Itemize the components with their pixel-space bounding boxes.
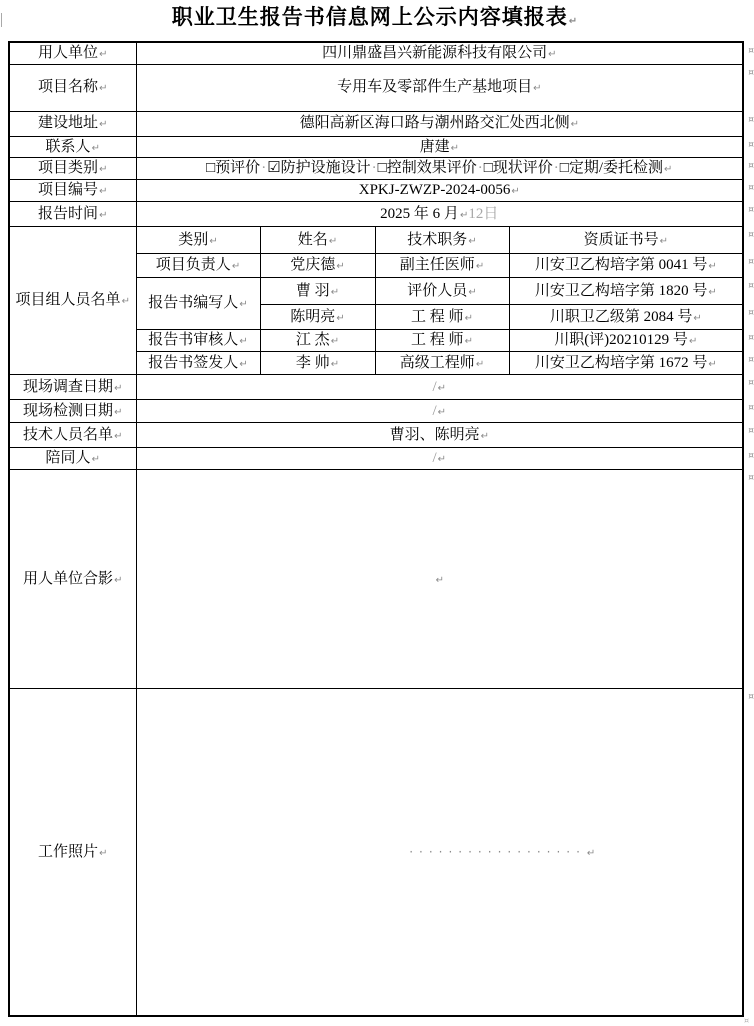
row-contact — [9, 136, 743, 157]
paragraph-mark: ↵ — [708, 261, 717, 273]
team-reviewer-category-cell — [136, 329, 260, 351]
row-end-mark: ¤ — [748, 204, 754, 215]
report-time-value: 2025 年 6 月 — [380, 205, 459, 222]
paragraph-mark: ↵ — [437, 382, 447, 394]
paragraph-mark: ↵ — [114, 574, 123, 586]
paragraph-mark: ↵ — [570, 119, 579, 131]
report-time-label-cell — [9, 201, 136, 226]
paragraph-mark: ↵ — [99, 209, 108, 221]
paragraph-mark: ↵ — [568, 16, 579, 27]
page-title — [0, 2, 750, 38]
checkbox-option-pre-evaluation[interactable]: □预评价 — [206, 160, 261, 177]
project-name-label: 项目名称 — [38, 79, 99, 96]
team-header-title-text: 技术职务 — [407, 231, 468, 248]
row-project-name — [9, 64, 743, 111]
space-dot-mark: · — [371, 160, 377, 177]
team-header-cert — [509, 226, 754, 253]
address-label-cell — [9, 111, 136, 136]
category-label-cell — [9, 157, 136, 179]
project-name-value: 专用车及零部件生产基地项目 — [337, 79, 533, 96]
paragraph-mark: ↵ — [239, 358, 248, 370]
team-reviewer-name: 江 杰 — [295, 332, 330, 349]
employer-value-cell — [136, 42, 754, 64]
row-end-mark: ¤ — [748, 160, 754, 171]
group-photo-label-cell — [9, 469, 136, 688]
category-value-cell — [136, 157, 754, 179]
report-time-day-field[interactable]: 12日 — [468, 205, 499, 222]
paragraph-mark: ↵ — [99, 119, 108, 131]
accompany-label-cell — [9, 447, 136, 469]
team-reviewer-name-cell — [260, 329, 375, 351]
paragraph-mark: ↵ — [336, 312, 345, 324]
team-leader-category-cell — [136, 253, 260, 277]
team-writer1-name-cell — [260, 277, 375, 304]
test-date-value-cell — [136, 399, 754, 422]
team-header-name-text: 姓名 — [297, 231, 328, 248]
paragraph-mark: ↵ — [475, 358, 485, 370]
team-header-name — [260, 226, 375, 253]
row-test-date — [9, 399, 743, 422]
employer-label-cell — [9, 42, 136, 64]
row-end-mark: ¤ — [748, 67, 754, 78]
row-end-mark: ¤ — [748, 256, 754, 267]
paragraph-mark: ↵ — [475, 261, 485, 273]
paragraph-mark: ↵ — [99, 83, 108, 95]
checkbox-option-protective-design[interactable]: ☑防护设施设计 — [267, 160, 371, 177]
row-end-mark: ¤ — [748, 354, 754, 365]
paragraph-mark: ↵ — [239, 336, 248, 348]
team-leader-category: 项目负责人 — [155, 257, 231, 274]
paragraph-mark: ↵ — [548, 49, 557, 61]
form-table — [8, 41, 754, 1017]
survey-date-label-cell — [9, 374, 136, 399]
work-photo-label-cell — [9, 688, 136, 1016]
team-issuer-name: 李 帅 — [295, 354, 330, 371]
team-leader-name-cell — [260, 253, 375, 277]
project-name-label-cell — [9, 64, 136, 111]
table-end-mark: ¤ — [744, 1016, 750, 1025]
paragraph-mark: ↵ — [468, 235, 477, 247]
team-leader-title-cell — [375, 253, 509, 277]
project-name-value-cell — [136, 64, 754, 111]
paragraph-mark: ↵ — [664, 164, 673, 176]
project-no-value: XPKJ-ZWZP-2024-0056 — [358, 182, 511, 199]
team-writer2-title-cell — [375, 304, 509, 329]
paragraph-mark: ↵ — [336, 261, 345, 273]
row-end-mark: ¤ — [748, 114, 754, 125]
paragraph-mark: ↵ — [688, 336, 698, 348]
team-issuer-title-cell — [375, 351, 509, 374]
paragraph-mark: ↵ — [239, 299, 248, 311]
survey-date-label: 现场调查日期 — [23, 378, 114, 395]
team-writer1-title-cell — [375, 277, 509, 304]
project-no-label: 项目编号 — [38, 182, 99, 199]
row-tech-staff — [9, 422, 743, 447]
paragraph-mark: ↵ — [114, 430, 123, 442]
row-end-mark: ¤ — [748, 450, 754, 461]
employer-value: 四川鼎盛昌兴新能源科技有限公司 — [322, 45, 548, 62]
contact-label-cell — [9, 136, 136, 157]
paragraph-mark: ↵ — [328, 235, 338, 247]
team-label: 项目组人员名单 — [15, 292, 121, 309]
work-photo-label: 工作照片 — [38, 843, 99, 860]
team-header-title — [375, 226, 509, 253]
paragraph-mark: ↵ — [693, 312, 702, 324]
team-writer1-cert: 川安卫乙构培字第 1820 号 — [534, 282, 708, 299]
team-header-category-text: 类别 — [178, 231, 209, 248]
team-issuer-cert: 川安卫乙构培字第 1672 号 — [534, 354, 708, 371]
team-label-cell — [9, 226, 136, 374]
row-end-mark: ¤ — [748, 182, 754, 193]
paragraph-mark: ↵ — [99, 164, 108, 176]
paragraph-mark: ↵ — [121, 296, 130, 308]
report-time-label: 报告时间 — [38, 205, 99, 222]
paragraph-mark: ↵ — [99, 186, 108, 198]
team-issuer-category-cell — [136, 351, 260, 374]
row-accompany — [9, 447, 743, 469]
paragraph-mark: ↵ — [708, 286, 717, 298]
accompany-value: / — [432, 450, 437, 467]
paragraph-mark: ↵ — [209, 235, 218, 247]
paragraph-mark: ↵ — [437, 406, 447, 418]
team-leader-name: 党庆德 — [290, 257, 336, 274]
row-end-mark: ¤ — [748, 472, 754, 483]
team-reviewer-cert: 川职(评)20210129 号 — [554, 332, 688, 349]
paragraph-mark: ↵ — [464, 336, 473, 348]
checkbox-option-control-effect[interactable]: □控制效果评价 — [377, 160, 477, 177]
paragraph-mark: ↵ — [114, 406, 123, 418]
team-writer2-name: 陈明亮 — [290, 308, 336, 325]
row-work-photo — [9, 688, 743, 1016]
project-no-value-cell — [136, 179, 754, 201]
paragraph-mark: ↵ — [659, 235, 668, 247]
row-end-mark: ¤ — [748, 332, 754, 343]
test-date-value: / — [432, 402, 437, 419]
team-writer2-cert: 川职卫乙级第 2084 号 — [549, 308, 693, 325]
paragraph-mark: ↵ — [468, 286, 477, 298]
paragraph-mark: ↵ — [330, 358, 340, 370]
team-writer-category-cell — [136, 277, 260, 329]
contact-value: 唐建 — [419, 138, 450, 155]
team-issuer-title: 高级工程师 — [399, 354, 475, 371]
paragraph-mark: ↵ — [99, 49, 108, 61]
dotted-placeholder-line — [139, 844, 741, 861]
row-end-mark: ¤ — [748, 280, 754, 291]
paragraph-mark: ↵ — [435, 574, 444, 586]
address-value: 德阳高新区海口路与潮州路交汇处西北侧 — [299, 115, 570, 132]
paragraph-mark: ↵ — [231, 261, 241, 273]
row-end-mark: ¤ — [748, 402, 754, 413]
team-writer1-name: 曹 羽 — [295, 282, 330, 299]
paragraph-mark: ↵ — [533, 83, 542, 95]
tech-staff-value: 曹羽、陈明亮 — [389, 426, 480, 443]
paragraph-mark: ↵ — [91, 454, 100, 466]
row-group-photo — [9, 469, 743, 688]
group-photo-area[interactable] — [136, 469, 754, 688]
paragraph-mark: ↵ — [330, 286, 340, 298]
space-dot-mark: · — [261, 160, 267, 177]
team-header-category — [136, 226, 260, 253]
team-writer2-name-cell — [260, 304, 375, 329]
row-team-header — [9, 226, 743, 253]
dots-text: ·················· — [409, 844, 586, 859]
page-title-text: 职业卫生报告书信息网上公示内容填报表 — [171, 6, 568, 29]
row-end-mark: ¤ — [748, 139, 754, 150]
team-issuer-name-cell — [260, 351, 375, 374]
tech-staff-label-cell — [9, 422, 136, 447]
row-end-mark: ¤ — [748, 425, 754, 436]
address-label: 建设地址 — [38, 115, 99, 132]
paragraph-mark: ↵ — [586, 847, 602, 859]
checkbox-option-status-quo[interactable]: □现状评价 — [483, 160, 553, 177]
test-date-label: 现场检测日期 — [23, 402, 114, 419]
space-dot-mark: · — [553, 160, 559, 177]
row-survey-date — [9, 374, 743, 399]
team-writer-category: 报告书编写人 — [148, 295, 239, 312]
project-no-label-cell — [9, 179, 136, 201]
row-end-mark: ¤ — [748, 377, 754, 388]
paragraph-mark: ↵ — [114, 382, 123, 394]
row-project-no — [9, 179, 743, 201]
paragraph-mark: ↵ — [99, 847, 108, 859]
team-leader-title: 副主任医师 — [399, 257, 475, 274]
paragraph-mark: ↵ — [511, 186, 520, 198]
paragraph-mark: ↵ — [91, 142, 100, 154]
team-writer1-title: 评价人员 — [407, 282, 468, 299]
team-issuer-cert-cell — [509, 351, 754, 374]
team-writer2-cert-cell — [509, 304, 754, 329]
category-label: 项目类别 — [38, 160, 99, 177]
team-reviewer-category: 报告书审核人 — [148, 332, 239, 349]
team-reviewer-title: 工 程 师 — [411, 332, 464, 349]
team-issuer-category: 报告书签发人 — [148, 354, 239, 371]
accompany-label: 陪同人 — [45, 450, 91, 467]
test-date-label-cell — [9, 399, 136, 422]
survey-date-value-cell — [136, 374, 754, 399]
group-photo-label: 用人单位合影 — [23, 570, 114, 587]
paragraph-mark: ↵ — [437, 454, 447, 466]
row-end-mark: ¤ — [748, 691, 754, 702]
team-header-cert-text: 资质证书号 — [583, 231, 659, 248]
row-end-mark: ¤ — [748, 229, 754, 240]
team-reviewer-cert-cell — [509, 329, 754, 351]
address-value-cell — [136, 111, 754, 136]
team-writer1-cert-cell — [509, 277, 754, 304]
line-break-mark: ↵ — [459, 209, 469, 221]
row-category — [9, 157, 743, 179]
paragraph-mark: ↵ — [450, 142, 459, 154]
team-leader-cert-cell — [509, 253, 754, 277]
row-report-time — [9, 201, 743, 226]
paragraph-mark: ↵ — [480, 430, 489, 442]
row-end-mark: ¤ — [748, 46, 754, 56]
paragraph-mark: ↵ — [464, 312, 473, 324]
checkbox-option-periodic-test[interactable]: □定期/委托检测 — [559, 160, 663, 177]
paragraph-mark: ↵ — [330, 336, 340, 348]
tech-staff-value-cell — [136, 422, 754, 447]
survey-date-value: / — [432, 378, 437, 395]
team-writer2-title: 工 程 师 — [411, 308, 464, 325]
row-address — [9, 111, 743, 136]
tech-staff-label: 技术人员名单 — [23, 426, 114, 443]
team-leader-cert: 川安卫乙构培字第 0041 号 — [534, 257, 708, 274]
accompany-value-cell — [136, 447, 754, 469]
paragraph-mark: ↵ — [708, 358, 717, 370]
contact-value-cell — [136, 136, 754, 157]
work-photo-area[interactable] — [136, 688, 754, 1016]
report-time-value-cell — [136, 201, 754, 226]
space-dot-mark: · — [477, 160, 483, 177]
team-reviewer-title-cell — [375, 329, 509, 351]
row-end-mark: ¤ — [748, 307, 754, 318]
employer-label: 用人单位 — [38, 45, 99, 62]
contact-label: 联系人 — [45, 138, 91, 155]
row-employer — [9, 42, 743, 64]
